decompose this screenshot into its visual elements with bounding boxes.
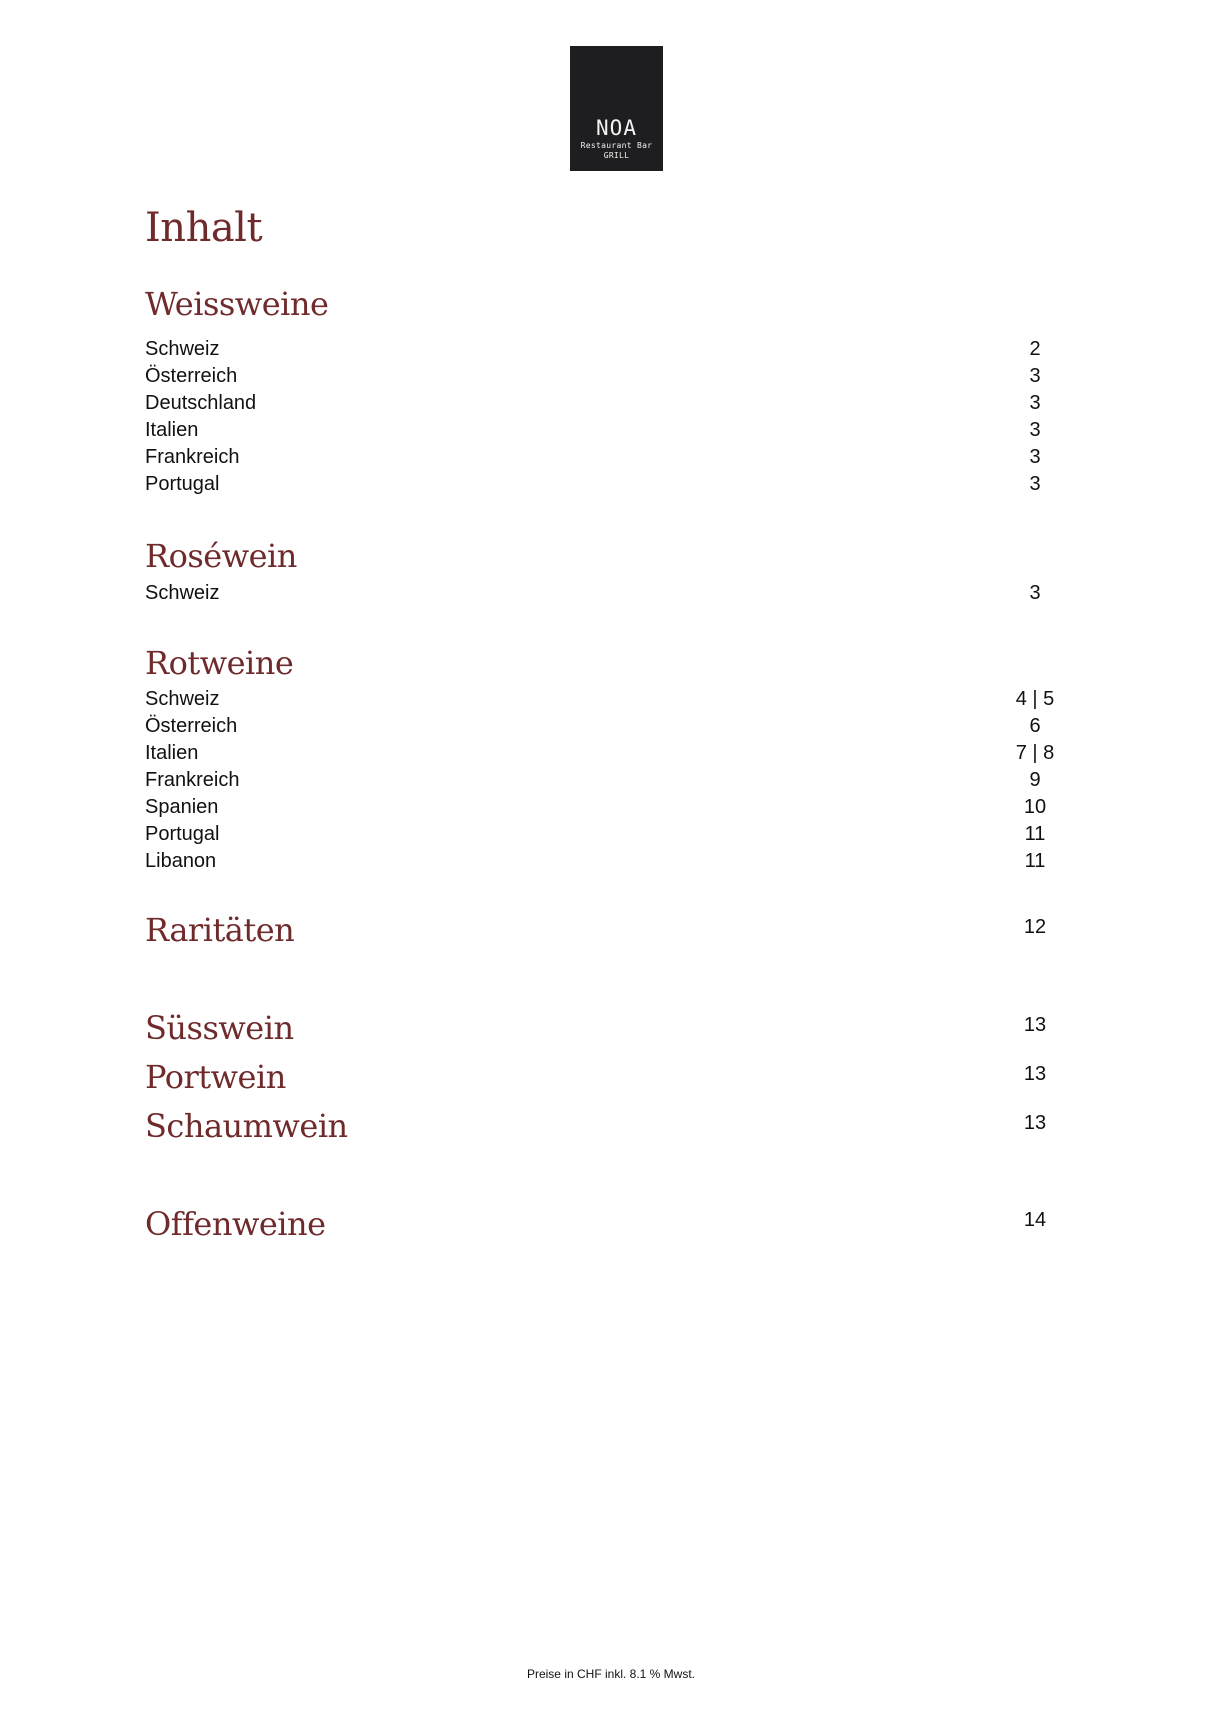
section-title-raritaeten[interactable]: Raritäten [145, 911, 295, 949]
toc-row[interactable] [145, 713, 1055, 740]
toc-row[interactable] [145, 471, 1055, 498]
toc-label: Italien [145, 742, 199, 764]
toc-row[interactable] [145, 417, 1055, 444]
toc-page-number: 3 [1029, 473, 1041, 495]
toc-page-number: 10 [1023, 796, 1047, 818]
section-title-schaumwein[interactable]: Schaumwein [145, 1107, 348, 1145]
section-title-offenweine[interactable]: Offenweine [145, 1205, 326, 1243]
toc-page-number: 3 [1029, 582, 1041, 604]
toc-page-number: 7 | 8 [1015, 742, 1055, 764]
toc-row[interactable] [145, 767, 1055, 794]
toc-row[interactable] [145, 848, 1055, 875]
logo-name: NOA [596, 116, 637, 140]
toc-page-number: 2 [1029, 338, 1041, 360]
toc-row[interactable] [145, 580, 1055, 607]
toc-label: Schweiz [145, 338, 220, 360]
toc-row[interactable] [145, 794, 1055, 821]
toc-page-number: 6 [1029, 715, 1041, 737]
toc-page-number: 9 [1029, 769, 1041, 791]
toc-row[interactable] [145, 363, 1055, 390]
logo-subtitle: Restaurant Bar [580, 141, 653, 150]
toc-page-number: 11 [1024, 823, 1046, 845]
toc-label: Schweiz [145, 582, 220, 604]
toc-page-number: 3 [1029, 446, 1041, 468]
toc-row[interactable] [145, 336, 1055, 363]
page-title: Inhalt [145, 205, 263, 251]
toc-label: Österreich [145, 715, 238, 737]
price-footnote: Preise in CHF inkl. 8.1 % Mwst. [526, 1667, 696, 1681]
section-title-rotweine: Rotweine [145, 644, 294, 682]
toc-row[interactable] [145, 390, 1055, 417]
toc-label: Spanien [145, 796, 219, 818]
section-title-portwein[interactable]: Portwein [145, 1058, 286, 1096]
noa-logo [570, 46, 663, 171]
toc-page-number: 13 [1023, 1014, 1047, 1036]
toc-label: Schweiz [145, 688, 220, 710]
toc-row[interactable] [145, 686, 1055, 713]
toc-label: Österreich [145, 365, 238, 387]
toc-label: Frankreich [145, 446, 240, 468]
toc-label: Portugal [145, 823, 220, 845]
toc-page-number: 3 [1029, 392, 1041, 414]
section-title-suesswein[interactable]: Süsswein [145, 1009, 294, 1047]
toc-page-number: 13 [1023, 1112, 1047, 1134]
toc-row[interactable] [145, 444, 1055, 471]
toc-label: Libanon [145, 850, 217, 872]
toc-page-number: 14 [1023, 1209, 1047, 1231]
toc-label: Frankreich [145, 769, 240, 791]
toc-label: Deutschland [145, 392, 257, 414]
toc-page-number: 11 [1024, 850, 1046, 872]
toc-page-number: 3 [1029, 419, 1041, 441]
toc-page-number: 4 | 5 [1015, 688, 1055, 710]
toc-page-number: 3 [1029, 365, 1041, 387]
toc-page-number: 13 [1023, 1063, 1047, 1085]
section-title-rosewein: Roséwein [145, 537, 297, 575]
section-title-weissweine: Weissweine [145, 285, 329, 323]
logo-grill: GRILL [603, 151, 630, 160]
toc-label: Italien [145, 419, 199, 441]
toc-row[interactable] [145, 821, 1055, 848]
toc-label: Portugal [145, 473, 220, 495]
toc-row[interactable] [145, 740, 1055, 767]
toc-page-number: 12 [1023, 916, 1047, 938]
